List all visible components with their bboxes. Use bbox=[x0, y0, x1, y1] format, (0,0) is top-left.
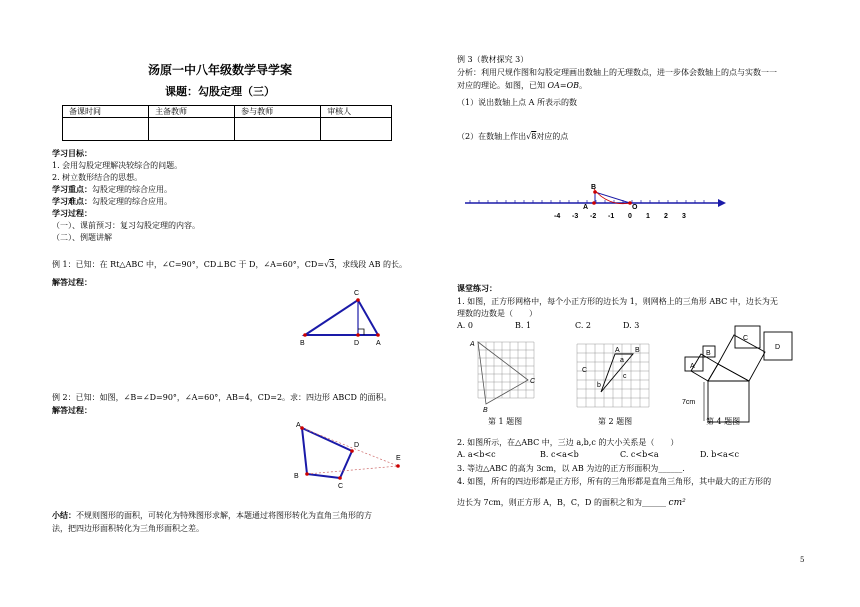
problem-2-option-b: B. c<a<b bbox=[540, 450, 579, 459]
question-1: （1）说出数轴上点 A 所表示的数 bbox=[457, 98, 577, 107]
problem-4-text: 边长为 7cm，则正方形 A，B，C，D 的面积之和为______ bbox=[457, 498, 666, 507]
label-a: A bbox=[470, 341, 475, 348]
q2-text-end: 对应的点 bbox=[536, 132, 569, 141]
example-1 bbox=[52, 259, 407, 270]
quadrilateral-figure bbox=[290, 420, 410, 495]
step-1: （一）、课前预习：复习勾股定理的内容。 bbox=[52, 221, 200, 230]
key-point bbox=[52, 184, 172, 195]
practice-heading: 课堂练习： bbox=[457, 283, 497, 293]
example3-title: 例 3（教材探究 3） bbox=[457, 55, 529, 64]
analysis-text: 对应的理论。如图，已知 bbox=[457, 81, 548, 90]
right-triangle-main bbox=[708, 364, 749, 381]
example-2: 例 2：已知：如图，∠B=∠D=90°，∠A=60°，AB=4，CD=2。求：四边形 ABCD 的面积。 bbox=[52, 393, 392, 402]
problem-2-option-a: A. a<b<c bbox=[457, 450, 496, 459]
label-d: D bbox=[354, 442, 360, 449]
middle-square-left bbox=[691, 354, 718, 381]
label-c: C bbox=[354, 290, 360, 297]
arrow-icon bbox=[718, 199, 726, 207]
step-2: （二）、例题讲解 bbox=[52, 233, 112, 242]
example1-text: 例 1：已知：在 Rt△ABC 中，∠C=90°，CD⊥BC 于 D，∠A=60°，CD= bbox=[52, 260, 325, 269]
problem-4-line2 bbox=[457, 497, 686, 508]
table-header: 备课时间 bbox=[63, 106, 149, 118]
key-text: 勾股定理的综合应用。 bbox=[92, 185, 172, 194]
lesson-title: 课题：勾股定理（三） bbox=[165, 85, 275, 98]
caption-figure-4: 第 4 题图 bbox=[706, 417, 741, 426]
tick-label: -1 bbox=[608, 213, 615, 220]
tick-label: -2 bbox=[590, 213, 597, 220]
solution-label-2: 解答过程： bbox=[52, 405, 92, 415]
label-c-vertex: C bbox=[582, 367, 588, 374]
example1-text-end: ，求线段 AB 的长。 bbox=[334, 260, 408, 269]
problem-1-option-a: A. 0 bbox=[457, 321, 473, 330]
summary-line2: 法，把四边形面积转化为三角形面积之差。 bbox=[52, 524, 204, 533]
number-line-figure bbox=[460, 178, 730, 223]
label-a: A bbox=[583, 204, 589, 211]
problem-2-option-d: D. b<a<c bbox=[700, 450, 739, 459]
label-d: D bbox=[775, 344, 781, 351]
problem-1-option-c: C. 2 bbox=[575, 321, 592, 330]
tick-label: 2 bbox=[664, 213, 668, 220]
analysis-end: 。 bbox=[579, 81, 588, 90]
point-c bbox=[356, 298, 360, 302]
triangle-abc bbox=[478, 342, 528, 404]
tick-label: 1 bbox=[646, 213, 650, 220]
sqrt-sign: √ bbox=[526, 132, 532, 141]
goal-1: 1. 会用勾股定理解决较综合的问题。 bbox=[52, 161, 183, 170]
label-a-vertex: A bbox=[615, 347, 620, 354]
caption-figure-2: 第 2 题图 bbox=[598, 417, 633, 426]
question-2 bbox=[457, 131, 568, 142]
difficulty-label: 学习难点： bbox=[52, 196, 92, 206]
summary-line1: 不规则图形的面积，可转化为特殊图形求解，本题通过将图形转化为直角三角形的方 bbox=[76, 511, 372, 520]
label-side-c: c bbox=[623, 373, 627, 380]
label-side-a: a bbox=[620, 357, 624, 364]
point-d bbox=[356, 333, 360, 337]
grid-figure-2 bbox=[575, 342, 655, 410]
label-a: A bbox=[376, 340, 381, 347]
label-b-vertex: B bbox=[635, 347, 640, 354]
difficulty-point bbox=[52, 196, 172, 207]
problem-1-line2: 理数的边数是（ ） bbox=[457, 309, 537, 318]
problem-1-option-d: D. 3 bbox=[623, 321, 640, 330]
label-d: D bbox=[354, 340, 360, 347]
point-a bbox=[300, 426, 304, 430]
area-unit: cm² bbox=[668, 498, 686, 508]
analysis-math: OA=OB bbox=[547, 81, 580, 90]
grid-lines bbox=[478, 342, 534, 398]
problem-2-option-c: C. c<b<a bbox=[620, 450, 659, 459]
table-header: 参与教师 bbox=[235, 106, 321, 118]
difficulty-text: 勾股定理的综合应用。 bbox=[92, 197, 172, 206]
table-header: 主备教师 bbox=[149, 106, 235, 118]
sqrt-value: 3 bbox=[329, 260, 335, 269]
problem-3: 3. 等边△ABC 的高为 3cm，以 AB 为边的正方形面积为______. bbox=[457, 464, 685, 473]
table-cell bbox=[235, 118, 321, 141]
pythagoras-tree-figure bbox=[680, 324, 805, 429]
label-side-length: 7cm bbox=[682, 399, 696, 406]
label-b: B bbox=[591, 184, 597, 191]
point-b bbox=[303, 333, 307, 337]
label-c: C bbox=[338, 483, 344, 490]
label-a: A bbox=[690, 363, 695, 370]
problem-1-option-b: B. 1 bbox=[515, 321, 532, 330]
sqrt-sign: √ bbox=[324, 260, 330, 269]
tick-label: 3 bbox=[682, 213, 686, 220]
problem-4-line1: 4. 如图，所有的四边形都是正方形，所有的三角形都是直角三角形，其中最大的正方形的 bbox=[457, 477, 772, 486]
point-a bbox=[376, 333, 380, 337]
label-c: C bbox=[530, 378, 536, 385]
middle-square-right bbox=[718, 335, 765, 381]
table-cell bbox=[63, 118, 149, 141]
summary bbox=[52, 510, 372, 521]
triangle-figure bbox=[290, 285, 390, 355]
label-e: E bbox=[396, 455, 401, 462]
caption-figure-1: 第 1 题图 bbox=[488, 417, 523, 426]
solution-label-1: 解答过程： bbox=[52, 277, 92, 287]
analysis-line2 bbox=[457, 80, 587, 91]
goals-heading: 学习目标： bbox=[52, 148, 92, 158]
triangle-abc bbox=[601, 354, 633, 392]
analysis-line1: 分析：利用尺规作图和勾股定理画出数轴上的无理数点，进一步体会数轴上的点与实数一一 bbox=[457, 68, 777, 77]
label-a: A bbox=[296, 422, 301, 429]
point-c bbox=[338, 476, 342, 480]
label-b: B bbox=[483, 407, 488, 414]
label-b: B bbox=[300, 340, 305, 347]
summary-label: 小结： bbox=[52, 510, 76, 520]
prep-info-table bbox=[62, 105, 392, 141]
table-cell bbox=[321, 118, 392, 141]
process-heading: 学习过程： bbox=[52, 208, 92, 218]
point-d bbox=[350, 449, 354, 453]
point-b bbox=[305, 472, 309, 476]
tick-label: -4 bbox=[554, 213, 561, 220]
q2-text: （2）在数轴上作出 bbox=[457, 132, 527, 141]
goal-2: 2. 树立数形结合的思想。 bbox=[52, 173, 143, 182]
extension-be bbox=[307, 466, 398, 474]
label-b: B bbox=[706, 350, 711, 357]
point-a bbox=[592, 201, 596, 205]
label-side-b: b bbox=[597, 382, 601, 389]
tick-label: -3 bbox=[572, 213, 579, 220]
problem-1-line1: 1. 如图，正方形网格中，每个小正方形的边长为 1，则网格上的三角形 ABC 中，边长为无 bbox=[457, 297, 778, 306]
page-number: 5 bbox=[800, 556, 805, 564]
problem-2: 2. 如图所示，在△ABC 中，三边 a,b,c 的大小关系是（ ） bbox=[457, 438, 679, 447]
table-cell bbox=[149, 118, 235, 141]
triangle-abc bbox=[305, 300, 378, 335]
table-header: 审核人 bbox=[321, 106, 392, 118]
key-label: 学习重点： bbox=[52, 184, 92, 194]
school-title: 汤原一中八年级数学导学案 bbox=[148, 63, 293, 77]
label-b: B bbox=[294, 473, 299, 480]
grid-figure-1 bbox=[470, 338, 550, 413]
label-c: C bbox=[743, 335, 749, 342]
point-e bbox=[396, 464, 400, 468]
sqrt-value: 8 bbox=[531, 132, 537, 141]
construction-triangle bbox=[595, 192, 630, 203]
label-o: O bbox=[632, 204, 638, 211]
tick-label: 0 bbox=[628, 213, 632, 220]
